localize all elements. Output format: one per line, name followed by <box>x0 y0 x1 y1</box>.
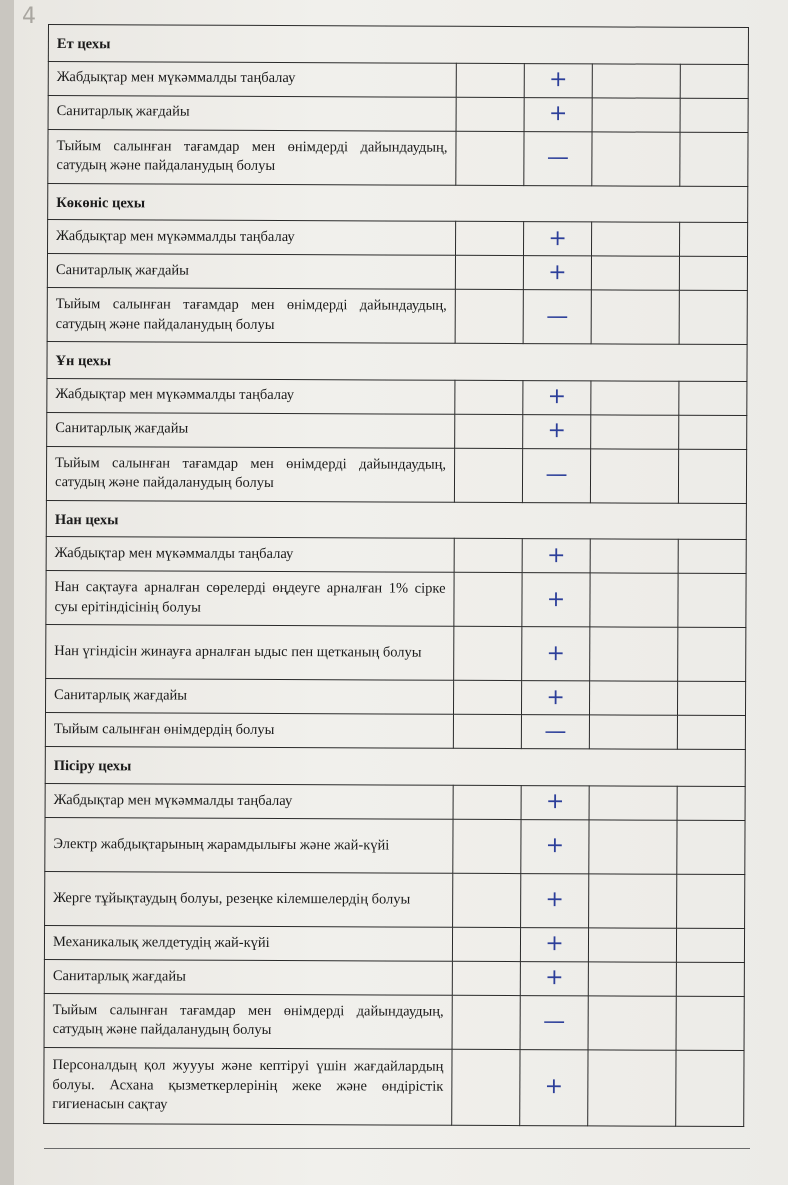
empty-cell <box>452 961 520 995</box>
empty-cell <box>590 627 678 681</box>
empty-cell <box>589 681 677 715</box>
empty-cell <box>679 290 747 344</box>
empty-cell <box>453 715 521 749</box>
criterion-cell: Тыйым салынған тағамдар мен өнімдерді дайындаудың, сатудың және пайдаланудың болуы <box>47 288 455 344</box>
empty-cell <box>678 449 746 503</box>
handwritten-mark: — <box>522 448 590 502</box>
table-row <box>48 95 748 132</box>
page-number: 4 <box>22 4 36 29</box>
table-row <box>47 288 747 345</box>
empty-cell <box>453 681 521 715</box>
inspection-table-body <box>44 25 749 1127</box>
empty-cell <box>680 64 748 98</box>
handwritten-mark: + <box>521 681 589 715</box>
criterion-cell: Нан үгіндісін жинауға арналған ыдыс пен щетканың болуы <box>46 625 454 681</box>
table-row <box>44 925 744 962</box>
handwritten-mark: + <box>524 97 592 131</box>
empty-cell <box>592 131 680 185</box>
empty-cell <box>677 716 745 750</box>
criterion-cell: Санитарлық жағдайы <box>47 254 455 290</box>
handwritten-mark: + <box>520 1049 588 1125</box>
handwritten-mark: + <box>520 927 588 961</box>
empty-cell <box>454 539 522 573</box>
empty-cell <box>588 962 676 996</box>
section-header-row <box>47 342 747 382</box>
section-title: Ет цехы <box>48 25 748 65</box>
section-title: Нан цехы <box>46 500 746 540</box>
empty-cell <box>589 820 677 874</box>
empty-cell <box>589 715 677 749</box>
empty-cell <box>591 222 679 256</box>
criterion-cell: Персоналдың қол жуууы және кептіруі үшін жағдайлардың болуы. Асхана қызметкерлерінің жеке және өндірістік гигиенасын сақтау <box>44 1047 452 1125</box>
criterion-cell: Жабдықтар мен мүкәммалды таңбалау <box>48 61 456 97</box>
handwritten-mark: + <box>523 222 591 256</box>
handwritten-mark: + <box>524 63 592 97</box>
empty-cell <box>590 573 678 627</box>
criterion-cell: Жабдықтар мен мүкәммалды таңбалау <box>47 378 455 414</box>
section-header-row <box>48 183 748 223</box>
handwritten-mark: + <box>521 873 589 927</box>
criterion-cell: Жабдықтар мен мүкәммалды таңбалау <box>47 220 455 256</box>
empty-cell <box>588 996 676 1050</box>
empty-cell <box>676 928 744 962</box>
criterion-cell: Тыйым салынған тағамдар мен өнімдерді дайындаудың, сатудың және пайдаланудың болуы <box>44 993 452 1049</box>
table-row <box>46 571 746 628</box>
empty-cell <box>453 819 521 873</box>
criterion-cell: Санитарлық жағдайы <box>44 959 452 995</box>
criterion-cell: Механикалық желдетудің жай-күйі <box>44 925 452 961</box>
empty-cell <box>679 222 747 256</box>
handwritten-mark: — <box>524 131 592 185</box>
empty-cell <box>455 255 523 289</box>
criterion-cell: Электр жабдықтарының жарамдылығы және жай-күйі <box>45 817 453 873</box>
empty-cell <box>455 414 523 448</box>
empty-cell <box>677 786 745 820</box>
section-header-row <box>48 25 748 65</box>
table-row <box>47 378 747 415</box>
table-row <box>47 254 747 291</box>
criterion-cell: Тыйым салынған тағамдар мен өнімдерді дайындаудың, сатудың және пайдаланудың болуы <box>46 446 454 502</box>
handwritten-mark: + <box>523 414 591 448</box>
criterion-cell: Тыйым салынған тағамдар мен өнімдерді дайындаудың, сатудың және пайдаланудың болуы <box>48 129 456 185</box>
section-title: Ұн цехы <box>47 342 747 382</box>
empty-cell <box>680 98 748 132</box>
empty-cell <box>678 628 746 682</box>
empty-cell <box>455 289 523 343</box>
empty-cell <box>456 131 524 185</box>
handwritten-mark: + <box>521 785 589 819</box>
empty-cell <box>452 927 520 961</box>
handwritten-mark: + <box>522 627 590 681</box>
handwritten-mark: + <box>523 256 591 290</box>
empty-cell <box>452 995 520 1049</box>
empty-cell <box>677 874 745 928</box>
empty-cell <box>456 63 524 97</box>
table-row <box>45 713 745 750</box>
empty-cell <box>591 256 679 290</box>
inspection-table <box>43 24 749 1127</box>
handwritten-mark: — <box>521 715 589 749</box>
table-row <box>44 1047 744 1126</box>
table-row <box>45 783 745 820</box>
handwritten-mark: + <box>522 539 590 573</box>
bottom-rule <box>44 1148 750 1149</box>
empty-cell <box>592 97 680 131</box>
section-header-row <box>46 500 746 540</box>
handwritten-mark: — <box>523 290 591 344</box>
empty-cell <box>679 415 747 449</box>
criterion-cell: Санитарлық жағдайы <box>47 412 455 448</box>
section-title: Көкөніс цехы <box>48 183 748 223</box>
section-header-row <box>45 747 745 787</box>
empty-cell <box>676 962 744 996</box>
table-row <box>46 625 746 682</box>
empty-cell <box>588 928 676 962</box>
criterion-cell: Санитарлық жағдайы <box>48 95 456 131</box>
table-row <box>48 129 748 186</box>
handwritten-mark: + <box>522 573 590 627</box>
empty-cell <box>456 97 524 131</box>
empty-cell <box>590 539 678 573</box>
empty-cell <box>679 256 747 290</box>
handwritten-mark: + <box>521 819 589 873</box>
table-row <box>45 817 745 874</box>
table-row <box>47 220 747 257</box>
empty-cell <box>455 221 523 255</box>
table-row <box>44 993 744 1050</box>
table-row <box>48 61 748 98</box>
table-row <box>44 959 744 996</box>
empty-cell <box>676 996 744 1050</box>
empty-cell <box>453 785 521 819</box>
empty-cell <box>679 381 747 415</box>
criterion-cell: Санитарлық жағдайы <box>45 679 453 715</box>
criterion-cell: Жабдықтар мен мүкәммалды таңбалау <box>45 783 453 819</box>
empty-cell <box>592 63 680 97</box>
handwritten-mark: — <box>520 995 588 1049</box>
empty-cell <box>588 1050 676 1126</box>
table-row <box>45 679 745 716</box>
table-row <box>45 871 745 928</box>
handwritten-mark: + <box>520 961 588 995</box>
empty-cell <box>589 874 677 928</box>
empty-cell <box>678 574 746 628</box>
empty-cell <box>454 448 522 502</box>
section-title: Пісіру цехы <box>45 747 745 787</box>
table-row <box>46 446 746 503</box>
empty-cell <box>676 1050 744 1126</box>
empty-cell <box>680 132 748 186</box>
criterion-cell: Нан сақтауға арналған сөрелерді өңдеуге арналған 1% сірке суы ерітіндісінің болуы <box>46 571 454 627</box>
empty-cell <box>678 540 746 574</box>
criterion-cell: Тыйым салынған өнімдердің болуы <box>45 713 453 749</box>
empty-cell <box>452 1049 520 1125</box>
empty-cell <box>591 381 679 415</box>
empty-cell <box>455 380 523 414</box>
empty-cell <box>591 415 679 449</box>
empty-cell <box>677 820 745 874</box>
empty-cell <box>591 290 679 344</box>
table-row <box>46 537 746 574</box>
empty-cell <box>454 573 522 627</box>
criterion-cell: Жабдықтар мен мүкәммалды таңбалау <box>46 537 454 573</box>
handwritten-mark: + <box>523 380 591 414</box>
checklist-sheet <box>43 24 748 1127</box>
empty-cell <box>590 449 678 503</box>
empty-cell <box>454 627 522 681</box>
empty-cell <box>677 682 745 716</box>
criterion-cell: Жерге тұйықтаудың болуы, резеңке кілемшелердің болуы <box>45 871 453 927</box>
table-row <box>47 412 747 449</box>
empty-cell <box>589 786 677 820</box>
empty-cell <box>453 873 521 927</box>
